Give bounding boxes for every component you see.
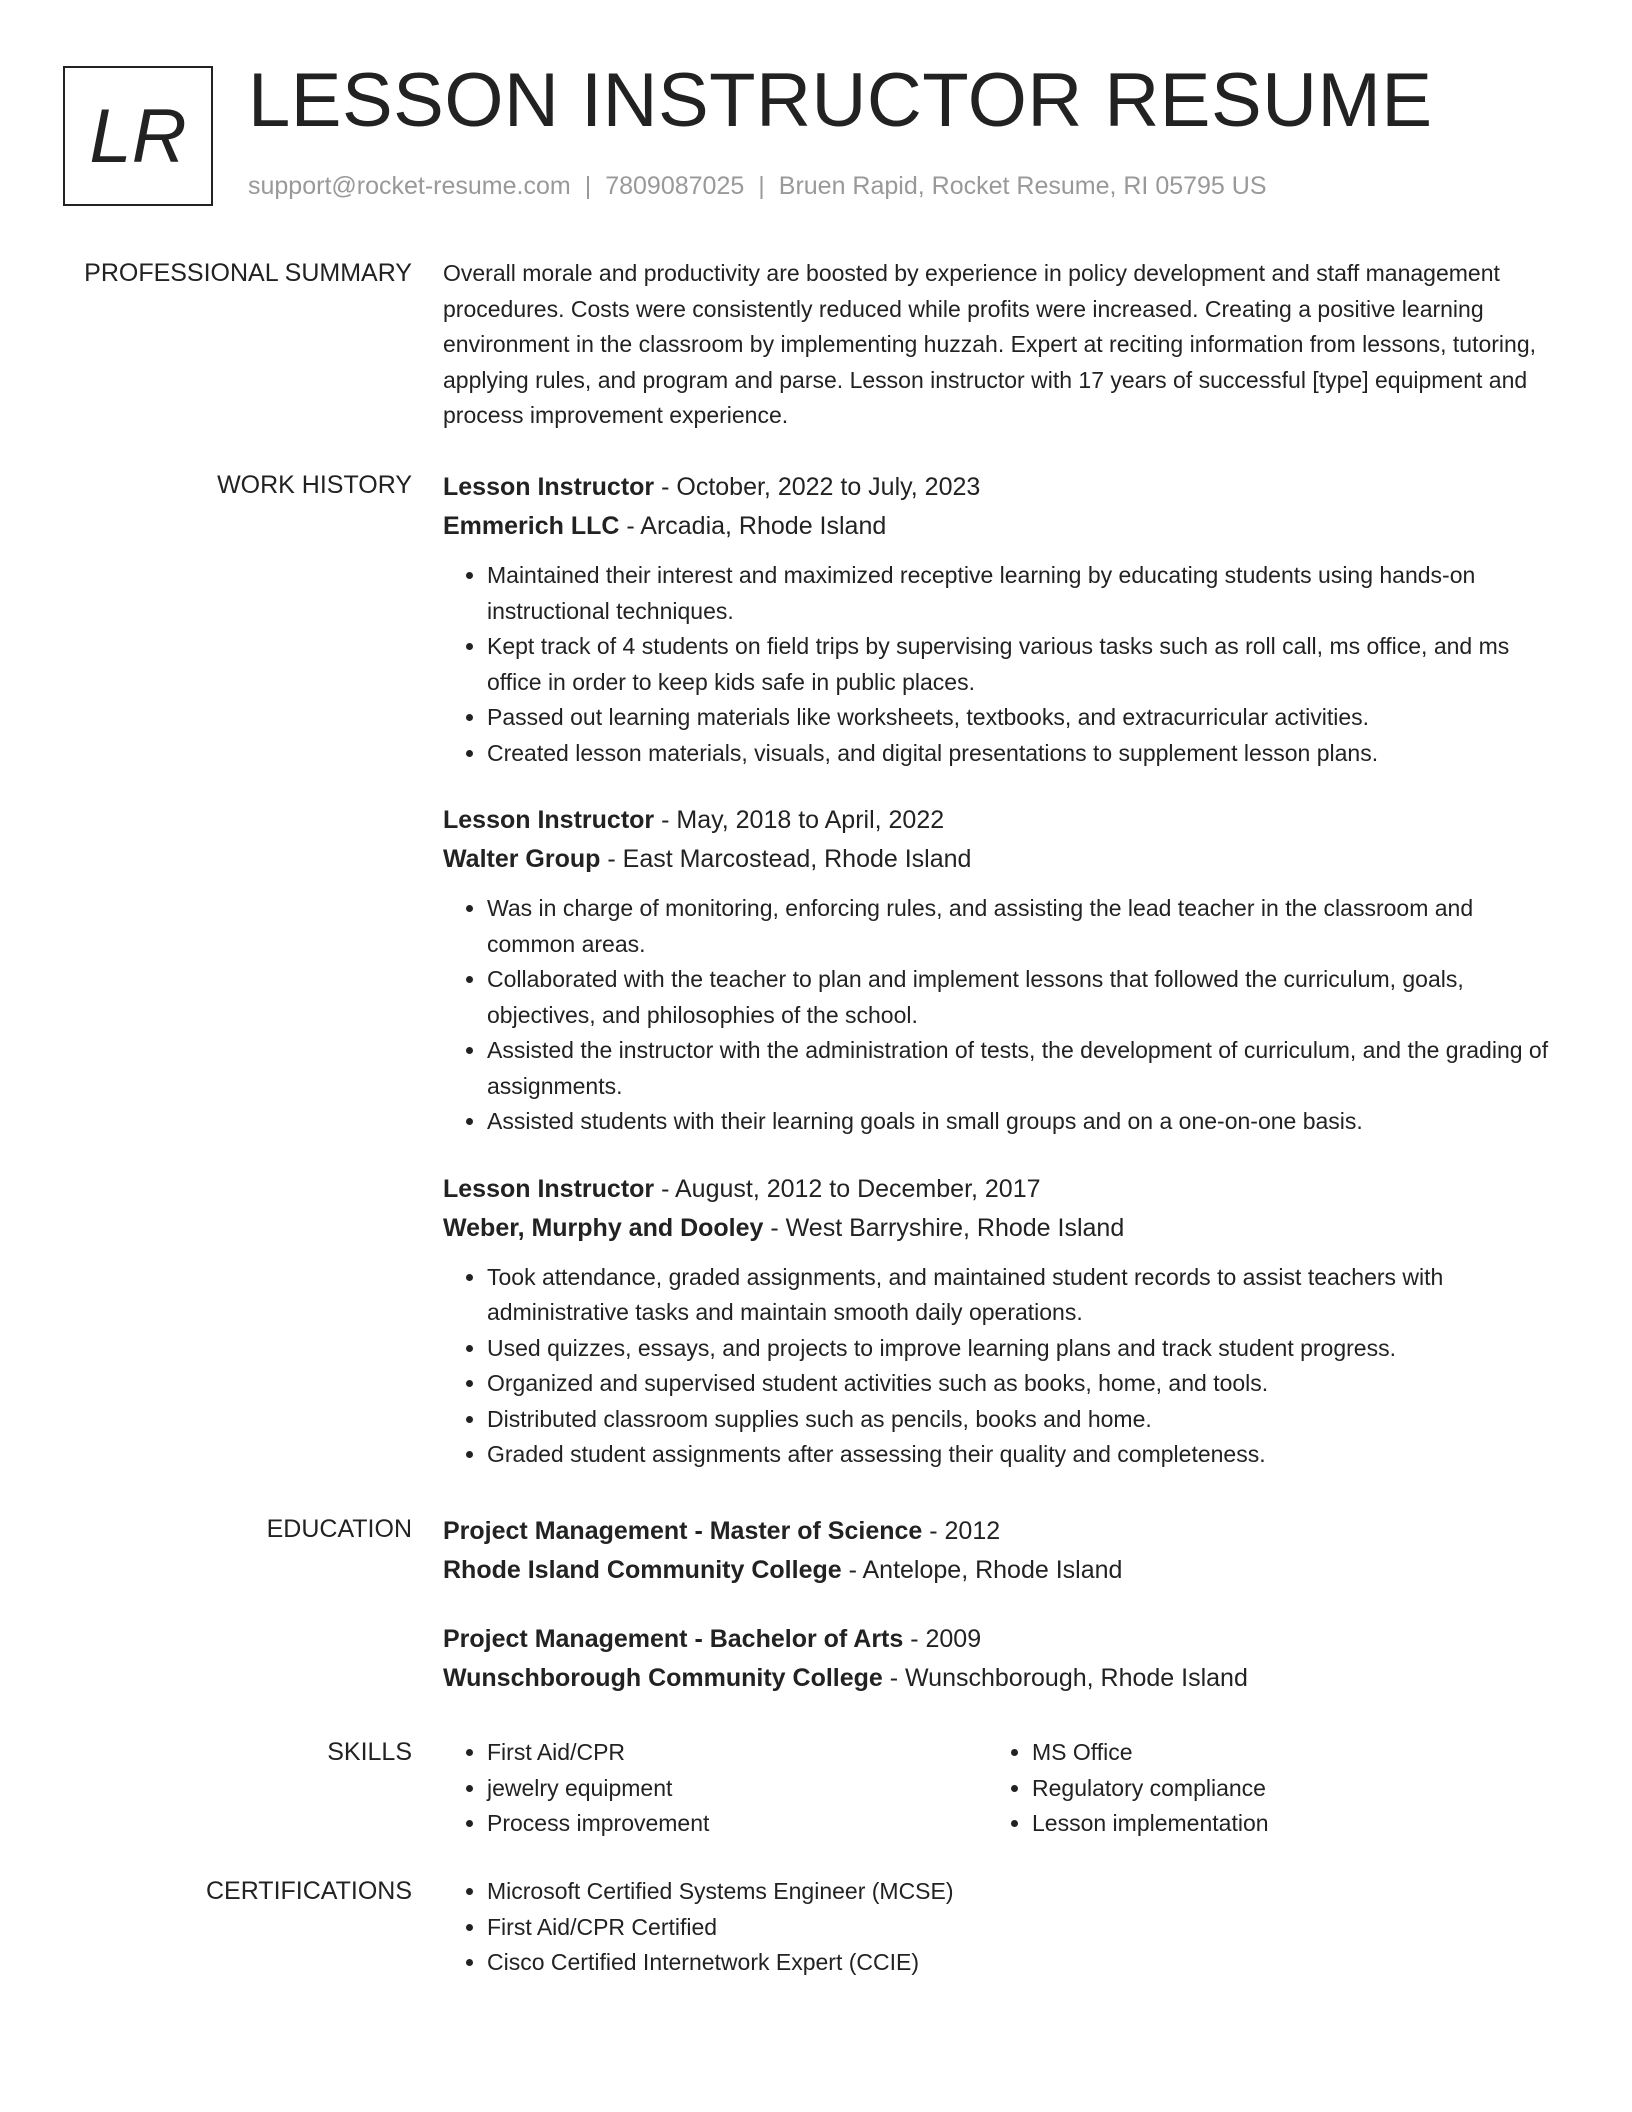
section-heading-skills: SKILLS: [327, 1738, 412, 1766]
job-dates: - October, 2022 to July, 2023: [654, 473, 981, 501]
list-item: • Cisco Certified Internetwork Expert (CCIE): [487, 1945, 1243, 1981]
summary-body: [443, 256, 1555, 434]
job-title-line: [443, 468, 1555, 507]
education-degree: Project Management - Master of Science: [443, 1517, 923, 1545]
job-title: Lesson Instructor: [443, 473, 655, 501]
list-item: • Organized and supervised student activities such as books, home, and tools.: [487, 1366, 1555, 1402]
certifications-body: [443, 1874, 1555, 1981]
certifications-column: [443, 1874, 1243, 1981]
job-bullets: [443, 558, 1555, 771]
certifications-list: [443, 1874, 1243, 1981]
job-title: Lesson Instructor: [443, 806, 655, 834]
job-company: Weber, Murphy and Dooley: [443, 1213, 764, 1242]
job-location: - Arcadia, Rhode Island: [619, 512, 887, 540]
contact-separator: |: [584, 172, 592, 200]
list-item: • jewelry equipment: [487, 1771, 988, 1807]
list-item: • Distributed classroom supplies such as pencils, books and home.: [487, 1402, 1555, 1438]
list-item: • First Aid/CPR: [487, 1735, 988, 1771]
list-item: • Process improvement: [487, 1806, 988, 1842]
monogram-logo: LR: [63, 66, 213, 206]
education-school: Wunschborough Community College: [443, 1664, 883, 1692]
list-item: • Graded student assignments after assessing their quality and completeness.: [487, 1437, 1555, 1473]
contact-line: [248, 172, 1267, 201]
list-item: • Assisted the instructor with the administration of tests, the development of curriculum, and the grading of assignments.: [487, 1033, 1555, 1104]
education-location: - Wunschborough, Rhode Island: [882, 1664, 1248, 1692]
section-heading-work-history: WORK HISTORY: [217, 471, 412, 499]
job-dates: - August, 2012 to December, 2017: [654, 1174, 1041, 1203]
job-title-line: [443, 1170, 1555, 1209]
education-degree: Project Management - Bachelor of Arts: [443, 1625, 904, 1653]
contact-address: Bruen Rapid, Rocket Resume, RI 05795 US: [778, 172, 1267, 200]
skills-list: [988, 1735, 1533, 1842]
job-location: - West Barryshire, Rhode Island: [763, 1213, 1125, 1242]
skills-column-left: [443, 1735, 988, 1842]
list-item: • Used quizzes, essays, and projects to improve learning plans and track student progress.: [487, 1331, 1555, 1367]
skills-body: [443, 1735, 1555, 1842]
education-entry: [443, 1512, 1555, 1590]
job-bullets: [443, 891, 1555, 1140]
job-location: - East Marcostead, Rhode Island: [600, 845, 972, 873]
list-item: • Assisted students with their learning goals in small groups and on a one-on-one basis.: [487, 1104, 1555, 1140]
list-item: • Was in charge of monitoring, enforcing rules, and assisting the lead teacher in the classroom and common areas.: [487, 891, 1555, 962]
summary-text: Overall morale and productivity are boosted by experience in policy development and staff management procedures. Costs were consistently reduced while profits were increased. Creating a positive learning environment in the classroom by implementing huzzah. Expert at reciting information from lessons, tutoring, applying rules, and program and parse. Lesson instructor with 17 years of successful [type] equipment and process improvement experience.: [443, 260, 1537, 428]
list-item: • Lesson implementation: [1032, 1806, 1533, 1842]
contact-separator: |: [758, 172, 765, 200]
education-degree-line: [443, 1620, 1555, 1659]
job-entry: [443, 468, 1555, 771]
list-item: • Maintained their interest and maximized receptive learning by educating students using hands-on instructional techniques.: [487, 558, 1555, 629]
section-heading-summary: PROFESSIONAL SUMMARY: [84, 259, 412, 287]
education-body: [443, 1512, 1555, 1728]
education-degree-line: [443, 1512, 1555, 1551]
list-item: • First Aid/CPR Certified: [487, 1910, 1243, 1946]
work-history-body: [443, 468, 1555, 1503]
job-title-line: [443, 801, 1555, 840]
contact-phone: 7809087025: [605, 172, 745, 200]
job-company-line: [443, 1209, 1555, 1248]
job-title: Lesson Instructor: [443, 1174, 655, 1203]
job-company-line: [443, 840, 1555, 879]
list-item: • Created lesson materials, visuals, and digital presentations to supplement lesson plans.: [487, 736, 1555, 772]
list-item: • MS Office: [1032, 1735, 1533, 1771]
list-item: • Passed out learning materials like worksheets, textbooks, and extracurricular activities.: [487, 700, 1555, 736]
section-heading-certifications: CERTIFICATIONS: [205, 1877, 412, 1905]
list-item: • Took attendance, graded assignments, and maintained student records to assist teachers with administrative tasks and maintain smooth daily operations.: [487, 1260, 1555, 1331]
skills-column-right: [988, 1735, 1533, 1842]
job-entry: [443, 801, 1555, 1140]
job-entry: [443, 1170, 1555, 1473]
list-item: • Regulatory compliance: [1032, 1771, 1533, 1807]
list-item: • Collaborated with the teacher to plan and implement lessons that followed the curriculum, goals, objectives, and philosophies of the school.: [487, 962, 1555, 1033]
job-company: Walter Group: [443, 845, 601, 873]
skills-list: [443, 1735, 988, 1842]
education-year: - 2009: [903, 1625, 982, 1653]
education-entry: [443, 1620, 1555, 1698]
job-bullets: [443, 1260, 1555, 1473]
education-school-line: [443, 1551, 1555, 1590]
job-company: Emmerich LLC: [443, 512, 620, 540]
list-item: • Kept track of 4 students on field trips by supervising various tasks such as roll call, ms office, and ms office in order to keep kids safe in public places.: [487, 629, 1555, 700]
education-school-line: [443, 1659, 1555, 1698]
education-location: - Antelope, Rhode Island: [841, 1556, 1123, 1584]
job-company-line: [443, 507, 1555, 546]
list-item: • Microsoft Certified Systems Engineer (MCSE): [487, 1874, 1243, 1910]
education-year: - 2012: [922, 1517, 1001, 1545]
page-title: LESSON INSTRUCTOR RESUME: [248, 58, 1433, 143]
education-school: Rhode Island Community College: [443, 1556, 842, 1584]
contact-email: support@rocket-resume.com: [248, 172, 571, 200]
job-dates: - May, 2018 to April, 2022: [654, 806, 945, 834]
section-heading-education: EDUCATION: [266, 1515, 412, 1543]
